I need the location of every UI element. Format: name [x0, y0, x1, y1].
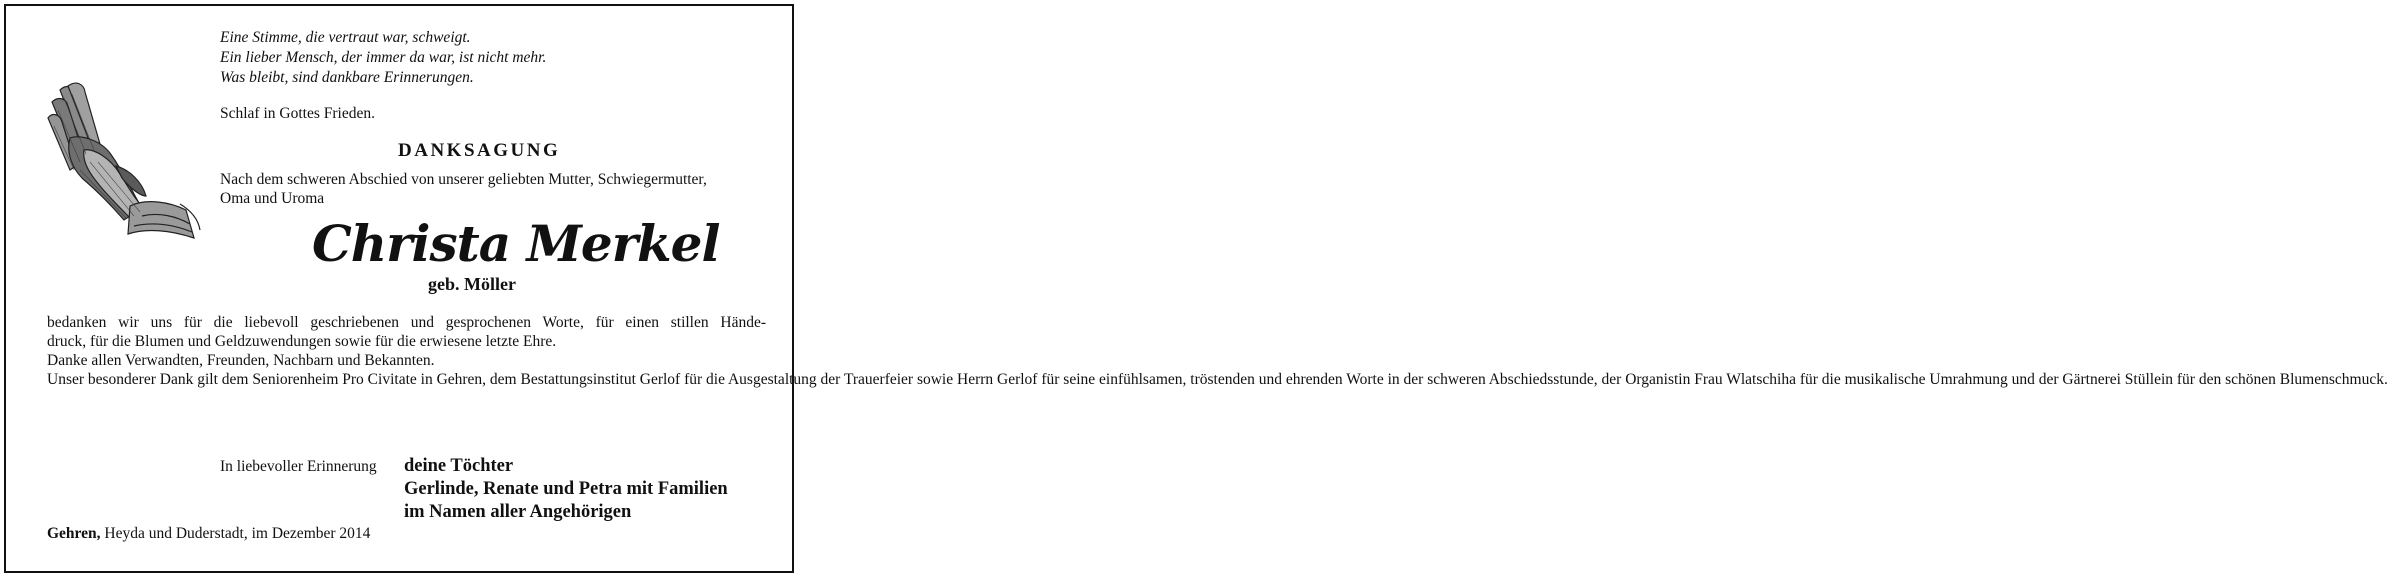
- poem-line: Eine Stimme, die vertraut war, schweigt.: [220, 29, 471, 46]
- signature-line: im Namen aller Angehörigen: [404, 502, 632, 522]
- signature-line: deine Töchter: [404, 456, 514, 476]
- body-line: bedanken wir uns für die liebevoll geschriebenen und gesprochenen Worte, für einen stillen Hände-: [47, 314, 766, 331]
- intro-line: Nach dem schweren Abschied von unserer geliebten Mutter, Schwiegermutter,: [220, 171, 707, 188]
- place-rest: Heyda und Duderstadt, im Dezember 2014: [104, 525, 371, 542]
- poem-line: Ein lieber Mensch, der immer da war, ist nicht mehr.: [220, 49, 547, 66]
- poem: [220, 28, 546, 88]
- signature-label: In liebevoller Erinnerung: [220, 458, 377, 475]
- signature: [404, 455, 728, 524]
- praying-hands-icon: [30, 78, 205, 250]
- birth-name: geb. Möller: [428, 274, 516, 294]
- body-line: druck, für die Blumen und Geldzuwendungen sowie für die erwiesene letzte Ehre.: [47, 333, 557, 350]
- blessing-line: Schlaf in Gottes Frieden.: [220, 105, 375, 122]
- intro-text: [220, 170, 707, 208]
- body-paragraph: Unser besonderer Dank gilt dem Seniorenheim Pro Civitate in Gehren, dem Bestattungsinstitut Gerlof für die Ausgestaltung der Trauerfeier sowie Herrn Gerlof für seine einfühlsamen, tröstenden und ehrenden Worte in der schweren Abschiedsstunde, der Organistin Frau Wlatschiha für die musikalische Umrahmung und der Gärtnerei Stüllein für den schönen Blumenschmuck.: [47, 371, 2388, 388]
- deceased-name: Christa Merkel: [312, 214, 720, 273]
- signature-line: Gerlinde, Renate und Petra mit Familien: [404, 479, 728, 499]
- poem-line: Was bleibt, sind dankbare Erinnerungen.: [220, 69, 474, 86]
- intro-line: Oma und Uroma: [220, 190, 325, 207]
- thanks-body: [47, 313, 2388, 389]
- body-paragraph: Danke allen Verwandten, Freunden, Nachbarn und Bekannten.: [47, 352, 435, 369]
- heading: DANKSAGUNG: [398, 140, 561, 161]
- place-date: [47, 525, 370, 543]
- place-name: Gehren,: [47, 525, 101, 542]
